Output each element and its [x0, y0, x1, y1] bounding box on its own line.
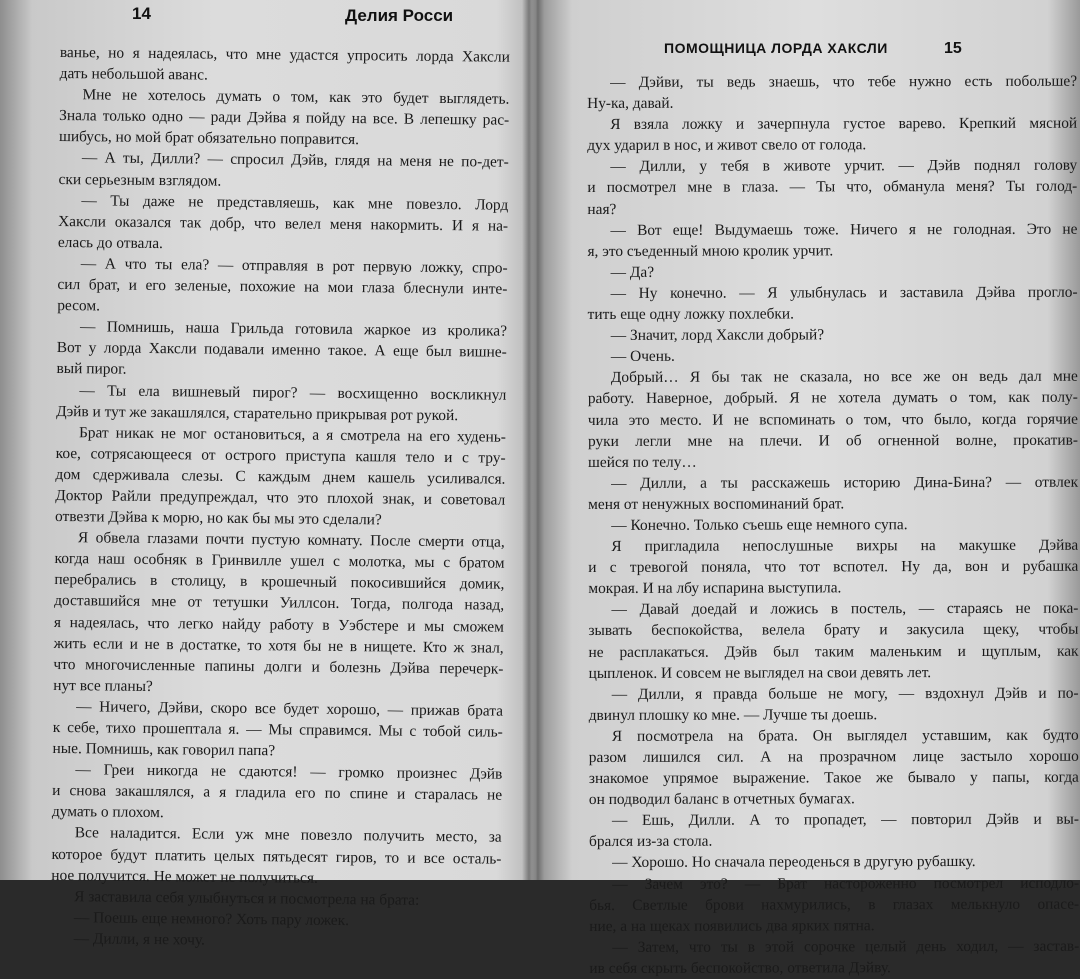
text-line: — Дилли, я не хочу. [50, 929, 206, 949]
text-line: и посмотрел мне в глаза. — Ты что, обманула меня? Ты голод- [587, 178, 1078, 197]
text-line: Я обвела глазами почти пустую комнату. После смерти отца, [54, 529, 505, 551]
text-line: — Очень. [587, 347, 675, 366]
text-line: я надеялась, что легко найду работу в Уэбстере и мы сможем [53, 613, 504, 636]
text-line: Добрый… Я бы так не сказала, но все же он ведь дал мне [587, 368, 1078, 387]
text-line: ски серьезным взглядом. [58, 170, 222, 190]
left-page [0, 0, 522, 949]
text-line: жить если и не в достатке, то хотя бы не в нищете. Кто ж знал, [53, 634, 504, 657]
text-line: Я пригладила непослушные вихры на макушке Дэйва [588, 536, 1079, 556]
right-page-text [587, 71, 1079, 979]
text-line: чила это место. И не вспоминать о том, что было, когда горячие [587, 410, 1078, 429]
text-line: Знала только одно — ради Дэйва я пойду на все. В лепешку рас- [59, 107, 510, 129]
text-line: ная? [587, 200, 617, 218]
text-line: руки легли мне на плечи. И об огненной волне, прокатив- [587, 431, 1078, 450]
text-line: разом лишился сил. А на прозрачном лице застыло хорошо [588, 747, 1079, 766]
text-line: — Значит, лорд Хаксли добрый? [587, 326, 825, 345]
text-line: — Помнишь, наша Грильда готовила жаркое из кролика? [56, 318, 508, 340]
text-line: он подводил баланс в отчетных бумагах. [588, 790, 855, 809]
text-line: — Ешь, Дилли. А то пропадет, — повторил Дэйв и вы- [588, 810, 1079, 830]
text-line: мокрая. И на лбу испарина выступила. [588, 579, 842, 598]
text-line: ние, а на щеках появились два ярких пятна. [589, 917, 875, 935]
text-line: которое будут платить целых пятьдесят гиров, то и все осталь- [51, 845, 502, 868]
text-line: — Да? [587, 263, 655, 281]
text-line: когда наш особняк в Гринвилле ушел с молотка, мы с братом [54, 550, 505, 572]
text-line: — Дилли, а ты расскажешь историю Дина-Бина? — отвлек [588, 473, 1079, 492]
text-line: дать небольшой аванс. [59, 65, 208, 84]
text-line: — Дэйви, ты ведь знаешь, что тебе нужно есть побольше? [587, 72, 1078, 91]
book-gutter [522, 0, 536, 880]
right-running-title: ПОМОЩНИЦА ЛОРДА ХАКСЛИ [664, 40, 888, 56]
text-line: цыпленок. И совсем не выглядел на свои девять лет. [588, 663, 932, 682]
text-line: зывать беспокойства, велела брату и закусила щеку, чтобы [588, 621, 1079, 640]
text-line: шейся по телу… [587, 453, 697, 471]
text-line: шибусь, но мой брат обязательно поправится. [58, 128, 360, 149]
text-line: ное получится. Не может не получиться. [51, 866, 318, 887]
right-page [536, 0, 1080, 977]
text-line: Хаксли оказался так добр, что велел меня накормить. И я на- [58, 212, 509, 235]
text-line: работу. Наверное, добрый. Я не хотела думать о том, как полу- [587, 389, 1078, 408]
text-line: дом сдерживала слезы. С каждым днем кашель усиливался. [55, 465, 506, 488]
text-line: и с тревогой поняла, что тот вспотел. Ну да, вон и рубашка [588, 557, 1079, 577]
text-line: кое, сотрясающееся от острого приступа кашля тело и с тру- [55, 444, 506, 467]
text-line: меня от ненужных воспоминаний брат. [588, 495, 845, 513]
text-line: вый пирог. [56, 360, 127, 379]
text-line: брался из-за стола. [588, 833, 713, 851]
text-line: ив себя скрыть беспокойство, ответила Дэйву. [589, 959, 891, 977]
text-line: ванье, но я надеялась, что мне удастся упросить лорда Хаксли [59, 43, 510, 66]
text-line: — Дилли, я правда больше не могу, — вздохнул Дэйв и по- [588, 684, 1079, 703]
text-line: Доктор Райли предупреждал, что это плохой знак, и советовал [55, 486, 506, 509]
text-line: — Давай доедай и ложись в постель, — стараясь не пока- [588, 600, 1079, 619]
text-line: — Хорошо. Но сначала переоденься в другую рубашку. [589, 853, 976, 872]
text-line: к себе, тихо прошептала я. — Мы справимся. Мы с тобой силь- [52, 718, 503, 741]
text-line: Ну-ка, давай. [587, 94, 674, 113]
left-page-text [51, 42, 510, 954]
text-line: Дэйв и тут же закашлялся, старательно прикрывая рот рукой. [56, 402, 459, 424]
text-line: я, это съеденный мною кролик урчит. [587, 242, 834, 260]
text-line: — Вот еще! Выдумаешь тоже. Ничего я не голодная. Это не [587, 220, 1078, 239]
text-line: — Ты ела вишневый пирог? — восхищенно воскликнул [56, 381, 507, 404]
text-line: — Греи никогда не сдаются! — громко произнес Дэйв [52, 761, 503, 783]
text-line: и снова закашлялся, а я гладила его по спине и старалась не [52, 782, 503, 804]
text-line: что многочисленные папины долги и болезнь Дэйва перечерк- [53, 655, 504, 678]
text-line: — Затем, что ты в этой сорочке целый день ходил, — застав- [589, 937, 1080, 956]
text-line: Все наладится. Если уж мне повезло получить место, за [51, 824, 502, 847]
text-line: не расплакаться. Дэйв был таким маленьким и щуплым, как [588, 642, 1079, 661]
text-line: — А что ты ела? — отправляя в рот первую ложку, спро- [57, 254, 508, 277]
text-line: дух ударил в нос, и живот свело от голода. [587, 136, 867, 155]
text-line: — Конечно. Только съешь еще немного супа. [588, 516, 908, 534]
left-running-title: Делия Росси [345, 6, 454, 25]
text-line: сил брат, и его зеленые, похожие на мои глаза блеснули инте- [57, 276, 508, 298]
text-line: доставшийся мне от тетушки Уиллсон. Тогда, полгода назад, [54, 592, 505, 615]
text-line: Вот у лорда Хаксли подавали именно такое. А еще был вишне- [56, 339, 507, 362]
text-line: думать о плохом. [51, 803, 164, 822]
text-line: — Ничего, Дэйви, скоро все будет хорошо, — прижав брата [52, 697, 504, 720]
text-line: — Ну конечно. — Я улыбнулась и заставила Дэйва прогло- [587, 283, 1078, 302]
right-page-number: 15 [944, 40, 962, 57]
text-line: ные. Помнишь, как говорил папа? [52, 740, 276, 760]
text-line: отвезти Дэйва к морю, но как бы мы это сделали? [54, 508, 382, 529]
left-page-number: 14 [132, 4, 151, 23]
text-line: бья. Светлые брови нахмурились, в глазах мелькнуло опасе- [589, 895, 1080, 914]
text-line: Мне не хотелось думать о том, как это будет выглядеть. [59, 86, 510, 108]
text-line: — А ты, Дилли? — спросил Дэйв, глядя на меня не по-дет- [58, 149, 509, 172]
text-line: — Дилли, у тебя в животе урчит. — Дэйв поднял голову [587, 157, 1078, 176]
text-line: — Зачем это? — Брат настороженно посмотрел исподло- [589, 874, 1080, 893]
text-line: двинул плошку ко мне. — Лучше ты доешь. [588, 706, 878, 724]
text-line: Я посмотрела на брата. Он выглядел уставшим, как будто [588, 726, 1079, 745]
text-line: ресом. [57, 297, 101, 315]
text-line: — Поешь еще немного? Хоть пару ложек. [50, 908, 350, 929]
text-line: нут все планы? [53, 676, 153, 695]
text-line: елась до отвала. [57, 233, 164, 252]
text-line: тить еще одну ложку похлебки. [587, 305, 795, 324]
text-line: Я взяла ложку и зачерпнула густое варево. Крепкий мясной [587, 114, 1078, 134]
text-line: — Ты даже не представляешь, как мне повезло. Лорд [58, 191, 509, 214]
text-line: перебрались в столицу, в крошечный покосившийся домик, [54, 571, 505, 594]
text-line: знакомое упрямое выражение. Такое же бывало у папы, когда [588, 768, 1079, 788]
text-line: Я заставила себя улыбнуться и посмотрела на брата: [50, 887, 420, 909]
text-line: Брат никак не мог остановиться, а я смотрела на его худень- [55, 423, 506, 446]
